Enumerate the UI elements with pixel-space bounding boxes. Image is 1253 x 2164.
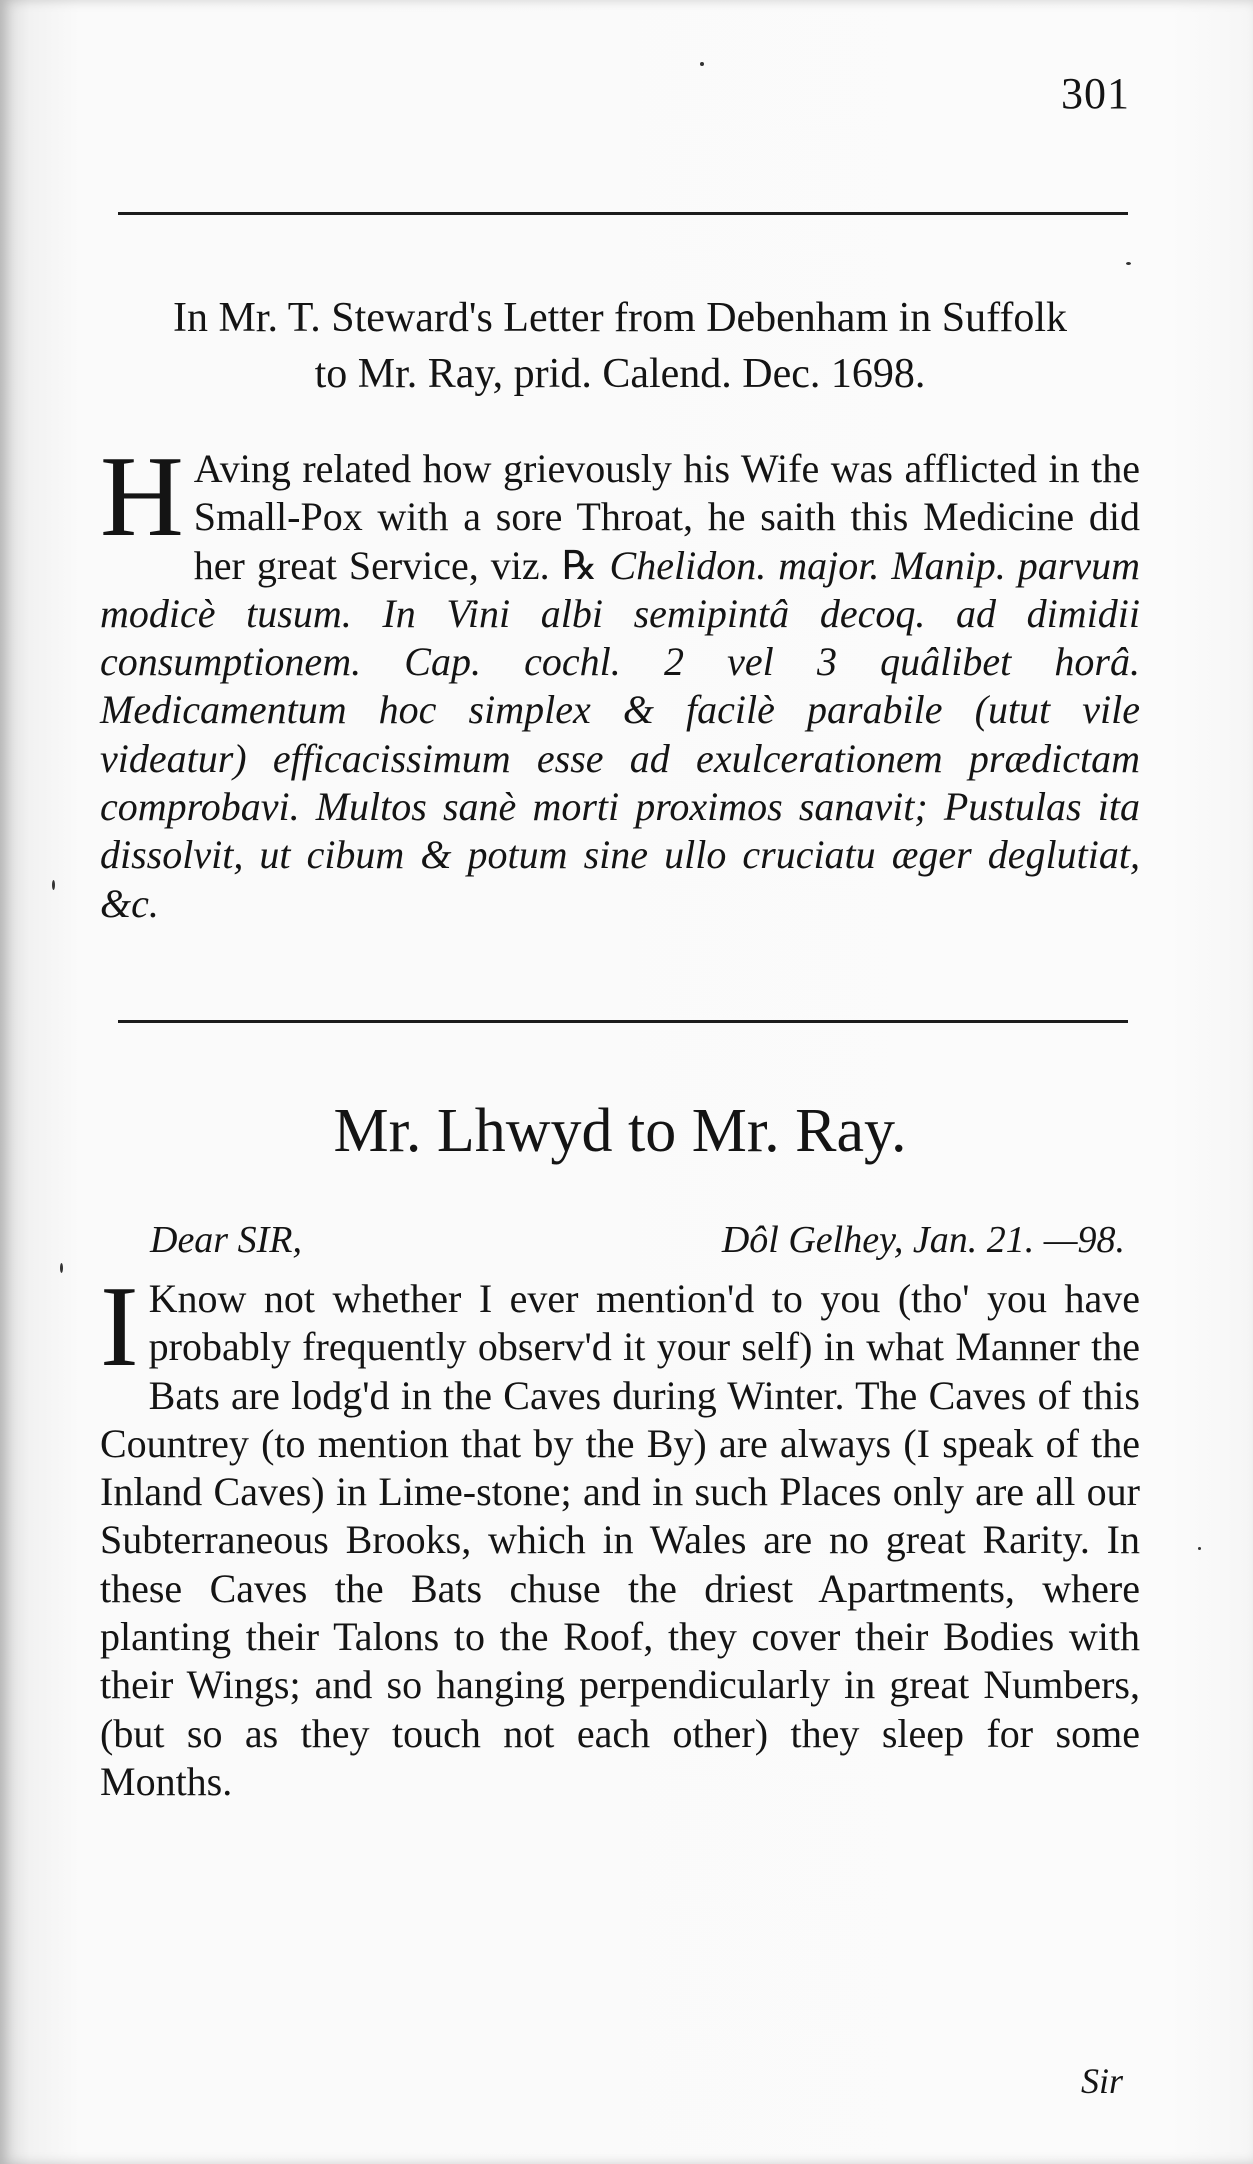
dateline: Dôl Gelhey, Jan. 21. —98. [721,1219,1125,1261]
paragraph-roman: Aving related how grievously his Wife was afflicted in the Small-Pox with a sore Throat, he saith this Medicine did her great Service, viz. ℞ [193,446,1140,588]
ink-speck [1126,262,1131,265]
ink-speck [60,1263,63,1273]
page-number: 301 [1061,69,1130,118]
salutation: Dear SIR, [150,1219,302,1261]
ink-speck [1198,1547,1201,1550]
lhwyd-paragraph [100,1263,1140,1806]
drop-cap: I [100,1263,139,1391]
letter-heading [100,290,1140,402]
catchword: Sir [1080,2061,1123,2101]
steward-paragraph [100,433,1140,928]
paragraph-latin: Chelidon. major. Manip. parvum modicè tusum. In Vini albi semipintâ decoq. ad dimidii consumptionem. Cap. cochl. 2 vel 3 quâlibet horâ. Medicamentum hoc simplex & facilè parabile (utut vile videatur) efficacissimum esse ad exulcerationem prædictam comprobavi. Multos sanè morti proximos sanavit; Pustulas ita dissolvit, ut cibum & potum sine ullo cruciatu æger deglutiat, &c. [100,542,1140,926]
heading-line-1: In Mr. T. Steward's Letter from Debenham in Suffolk [172,295,1068,341]
drop-cap: H [100,433,184,561]
heading-line-2: to Mr. Ray, prid. Calend. Dec. 1698. [314,351,926,397]
paragraph-body: Know not whether I ever mention'd to you (tho' you have probably frequently observ'd it your self) in what Manner the Bats are lodg'd in the Caves during Winter. The Caves of this Countrey (to mention that by the By) are always (I speak of the Inland Caves) in Lime-stone; and in such Places only are all our Subterraneous Brooks, which in Wales are no great Rarity. In these Caves the Bats chuse the driest Apartments, where planting their Talons to the Roof, they cover their Bodies with their Wings; and so hanging perpendicularly in great Numbers, (but so as they touch not each other) they sleep for some Months. [100,1276,1140,1804]
letter-title: Mr. Lhwyd to Mr. Ray. [333,1097,907,1165]
top-rule [118,212,1128,215]
ink-speck [52,880,55,890]
ink-speck [700,62,704,66]
section-rule [118,1020,1128,1023]
